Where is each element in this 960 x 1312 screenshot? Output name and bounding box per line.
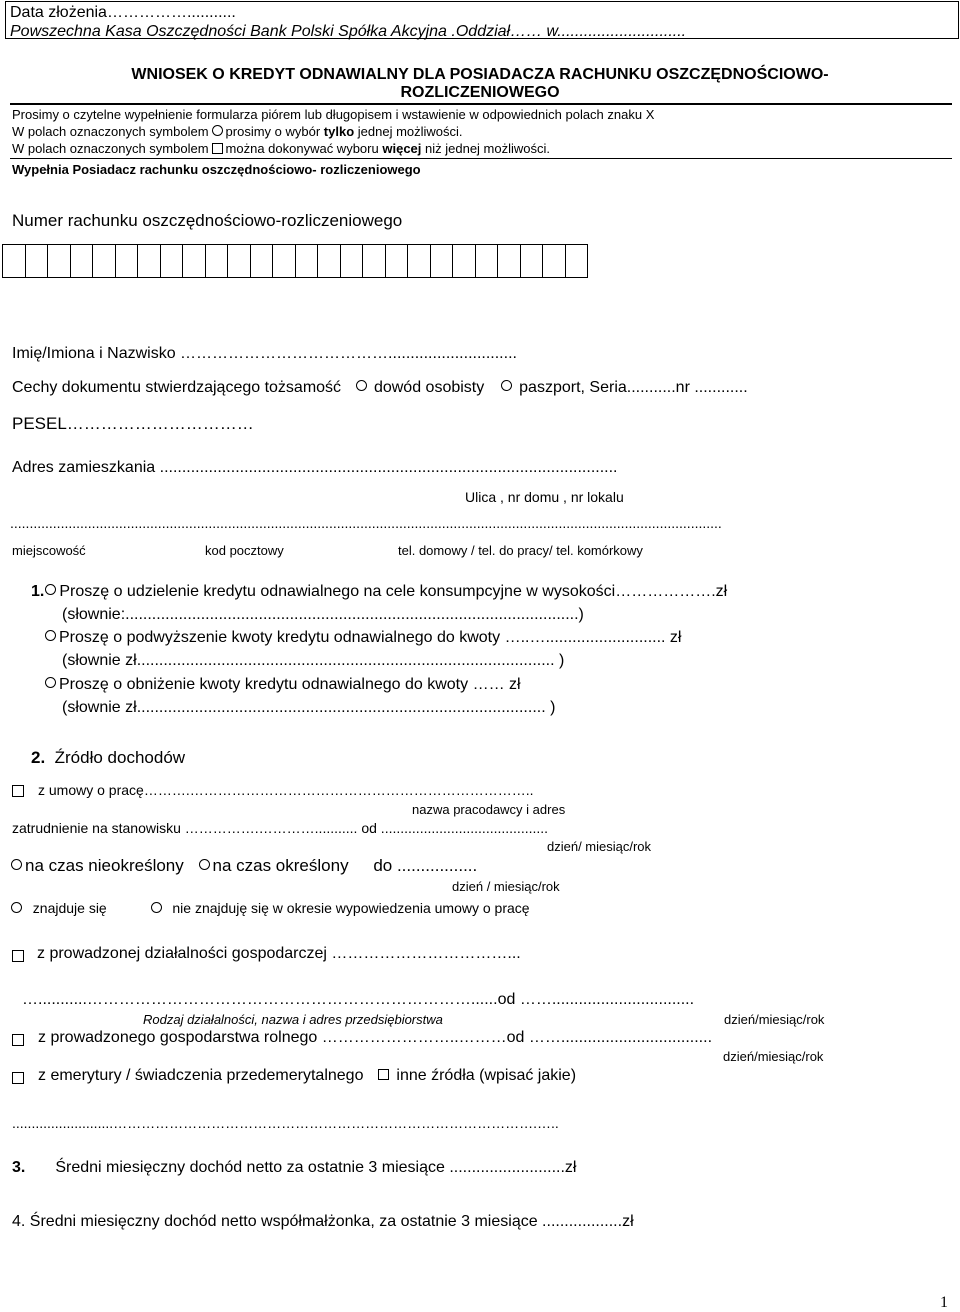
street-caption: Ulica , nr domu , nr lokalu: [465, 489, 624, 505]
pension-checkbox[interactable]: [12, 1072, 24, 1084]
account-digit-box[interactable]: [497, 244, 521, 278]
account-digit-box[interactable]: [227, 244, 251, 278]
contract-term-row: na czas nieokreślony na czas określony do .................: [8, 856, 477, 876]
instruction-line1: Prosimy o czytelne wypełnienie formularza piórem lub długopisem i wstawienie w odpowiednich polach znaku X: [12, 107, 655, 122]
indefinite-radio[interactable]: [11, 859, 22, 870]
loan-new-words-field[interactable]: (słownie:......................................................................................................): [62, 606, 584, 623]
account-digit-box[interactable]: [115, 244, 139, 278]
account-digit-box[interactable]: [160, 244, 184, 278]
business-details-field[interactable]: …...........………………………………………………………………......od ……................................: [22, 991, 695, 1008]
loan-option-new: 1. Proszę o udzielenie kredytu odnawialnego na cele konsumpcyjne w wysokości……………….zł: [31, 583, 728, 600]
loan-increase-words-field[interactable]: (słownie zł.............................................................................................. ): [62, 652, 565, 669]
loan-decrease-radio[interactable]: [45, 677, 56, 688]
definite-radio[interactable]: [199, 859, 210, 870]
account-digit-box[interactable]: [340, 244, 364, 278]
not-in-notice-radio[interactable]: [151, 902, 162, 913]
address-field[interactable]: Adres zamieszkania .......................................................................................................: [12, 459, 618, 476]
passport-series-field[interactable]: ...........nr ............: [626, 379, 748, 396]
loan-option-increase: Proszę o podwyższenie kwoty kredytu odnawialnego do kwoty …..…........................... zł: [42, 629, 681, 647]
account-digit-box[interactable]: [362, 244, 386, 278]
city-caption: miejscowość: [12, 543, 86, 558]
monthly-income-row: 3. Średni miesięczny dochód netto za ostatnie 3 miesiące ..........................zł: [12, 1159, 577, 1176]
account-digit-box[interactable]: [47, 244, 71, 278]
other-income-checkbox[interactable]: [378, 1069, 389, 1080]
instruction-rule: [10, 158, 952, 159]
title-rule: [10, 103, 952, 105]
account-digit-box[interactable]: [407, 244, 431, 278]
form-title-line2: ROZLICZENIOWEGO: [400, 84, 560, 101]
account-digit-box[interactable]: [385, 244, 409, 278]
account-digit-box[interactable]: [70, 244, 94, 278]
form-title-line1: WNIOSEK O KREDYT ODNAWIALNY DLA POSIADACZA RACHUNKU OSZCZĘDNOŚCIOWO-: [131, 66, 829, 83]
phones-caption: tel. domowy / tel. do pracy/ tel. komórkowy: [398, 543, 643, 558]
account-digit-box[interactable]: [250, 244, 274, 278]
filled-by-label: Wypełnia Posiadacz rachunku oszczędnościowo- rozliczeniowego: [12, 162, 421, 177]
date-line[interactable]: Data złożenia……………...........: [10, 4, 236, 21]
account-label: Numer rachunku oszczędnościowo-rozliczeniowego: [12, 211, 403, 230]
id-document-row: Cechy dokumentu stwierdzającego tożsamość dowód osobisty paszport, Seria...........nr ............: [12, 379, 748, 396]
account-digit-box[interactable]: [475, 244, 499, 278]
instruction-line3: W polach oznaczonych symbolem można dokonywać wyboru więcej niż jednej możliwości.: [12, 141, 551, 156]
business-field[interactable]: z prowadzonej działalności gospodarczej ……………………………...: [37, 945, 521, 962]
other-income-field[interactable]: ..........................……………………………………………………………………………….…..: [12, 1115, 559, 1131]
business-checkbox[interactable]: [12, 950, 24, 962]
income-section-title: 2. Źródło dochodów: [31, 748, 186, 767]
in-notice-radio[interactable]: [11, 902, 22, 913]
account-digit-box[interactable]: [452, 244, 476, 278]
account-digit-box[interactable]: [25, 244, 49, 278]
page-number: 1: [940, 1294, 948, 1311]
loan-decrease-words-field[interactable]: (słownie zł............................................................................................ ): [62, 699, 556, 716]
account-digit-box[interactable]: [205, 244, 229, 278]
notice-period-row: znajduje się nie znajduję się w okresie wypowiedzenia umowy o pracę: [8, 900, 530, 916]
business-date-caption: dzień/miesiąc/rok: [724, 1012, 825, 1027]
pesel-field[interactable]: PESEL……………………………: [12, 414, 254, 433]
farm-checkbox[interactable]: [12, 1034, 24, 1046]
start-date-caption: dzień/ miesiąc/rok: [547, 839, 652, 854]
instruction-line2: W polach oznaczonych symbolem prosimy o wybór tylko jednej możliwości.: [12, 124, 463, 139]
pension-other-row: z emerytury / świadczenia przedemerytalnego inne źródła (wpisać jakie): [38, 1067, 577, 1084]
position-field[interactable]: zatrudnienie na stanowisku …………….…………........... od ...........................................: [12, 820, 549, 836]
passport-radio[interactable]: [501, 380, 512, 391]
spouse-income-field[interactable]: 4. Średni miesięczny dochód netto współmałżonka, za ostatnie 3 miesiące ..................zł: [12, 1213, 634, 1230]
monthly-income-field[interactable]: Średni miesięczny dochód netto za ostatnie 3 miesiące ..........................zł: [55, 1159, 577, 1176]
radio-symbol-icon: [212, 125, 223, 136]
account-digit-box[interactable]: [295, 244, 319, 278]
checkbox-symbol-icon: [212, 143, 223, 154]
id-card-radio[interactable]: [356, 380, 367, 391]
farm-date-caption: dzień/miesiąc/rok: [723, 1049, 824, 1064]
account-digit-box[interactable]: [272, 244, 296, 278]
account-number-boxes[interactable]: [2, 244, 587, 278]
account-digit-box[interactable]: [2, 244, 26, 278]
account-digit-box[interactable]: [137, 244, 161, 278]
account-digit-box[interactable]: [182, 244, 206, 278]
employer-caption: nazwa pracodawcy i adres: [412, 802, 566, 817]
employment-contract-field[interactable]: z umowy o pracę……….………………………………………………………………..: [38, 782, 534, 798]
business-caption: Rodzaj działalności, nazwa i adres przedsiębiorstwa: [143, 1012, 443, 1027]
account-digit-box[interactable]: [542, 244, 566, 278]
address-dots-field[interactable]: .......................................................................................................................................................................................: [10, 515, 722, 531]
account-digit-box[interactable]: [520, 244, 544, 278]
contract-end-field[interactable]: do .................: [373, 856, 478, 875]
account-digit-box[interactable]: [317, 244, 341, 278]
loan-new-radio[interactable]: [45, 584, 56, 595]
postcode-caption: kod pocztowy: [205, 543, 284, 558]
employment-checkbox[interactable]: [12, 785, 24, 797]
loan-option-decrease: Proszę o obniżenie kwoty kredytu odnawialnego do kwoty …… zł: [42, 676, 521, 694]
end-date-caption: dzień / miesiąc/rok: [452, 879, 560, 894]
farm-field[interactable]: z prowadzonego gospodarstwa rolnego ……………………..………od ……..................................: [38, 1029, 713, 1046]
bank-line[interactable]: Powszechna Kasa Oszczędności Bank Polski Spółka Akcyjna .Oddział…… w.............................: [10, 23, 687, 40]
loan-increase-radio[interactable]: [45, 630, 56, 641]
name-field[interactable]: Imię/Imiona i Nazwisko ………………………………….............................: [12, 345, 517, 362]
account-digit-box[interactable]: [92, 244, 116, 278]
account-digit-box[interactable]: [430, 244, 454, 278]
account-digit-box[interactable]: [565, 244, 589, 278]
